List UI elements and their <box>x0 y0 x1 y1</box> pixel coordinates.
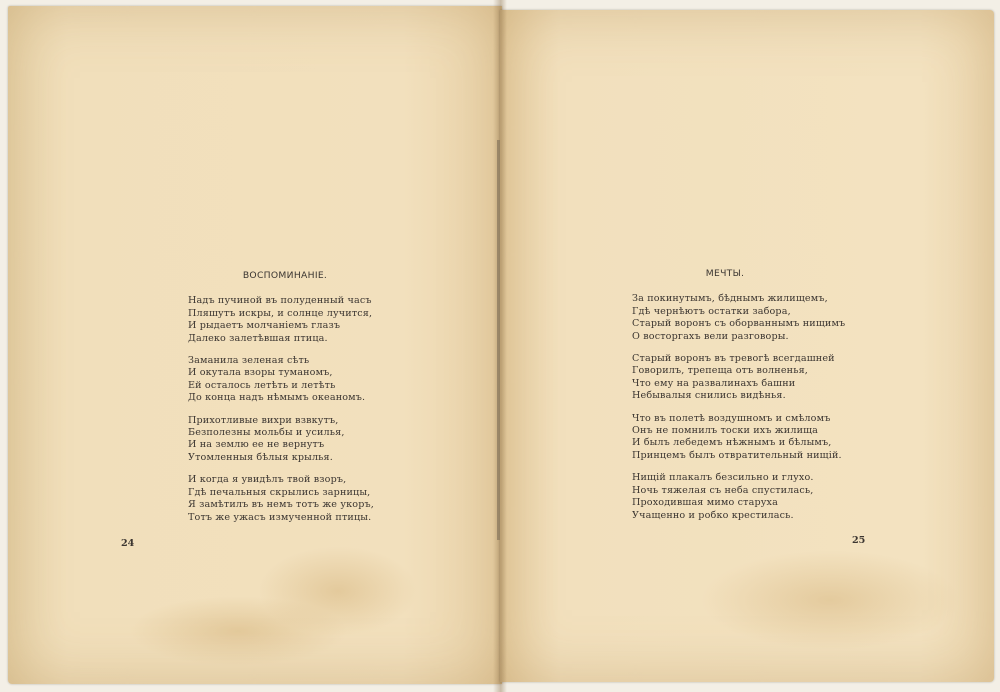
water-stain <box>128 596 348 666</box>
page-number: 25 <box>852 535 866 546</box>
poem-line: Старый воронъ въ тревогѣ всегдашней <box>632 353 835 365</box>
poem-line: Нищій плакалъ безсильно и глухо. <box>632 472 814 484</box>
poem-line: Безполезны мольбы и усилья, <box>188 427 345 439</box>
right-poem <box>632 268 846 532</box>
binding-stitch <box>497 140 500 540</box>
poem-line: Гдѣ печальныя скрылись зарницы, <box>188 486 371 498</box>
poem-line: Что ему на развалинахъ башни <box>632 377 796 389</box>
poem-line: До конца надъ нѣмымъ океаномъ. <box>188 392 366 404</box>
poem-line: Гдѣ чернѣютъ остатки забора, <box>632 305 791 317</box>
poem-line: И на землю ее не вернутъ <box>188 439 325 451</box>
stanza <box>188 295 378 345</box>
poem-line: Старый воронъ съ оборваннымъ нищимъ <box>632 318 846 330</box>
poem-line: И окутала взоры туманомъ, <box>188 367 333 379</box>
page-number: 24 <box>121 538 135 549</box>
water-stain <box>700 550 960 650</box>
poem-line: Проходившая мимо старуха <box>632 497 778 509</box>
poem-line: Утомленныя бѣлыя крылья. <box>188 451 333 463</box>
stanza <box>632 293 846 343</box>
poem-line: Тотъ же ужасъ измученной птицы. <box>188 511 372 523</box>
poem-line: Учащенно и робко крестилась. <box>632 509 794 521</box>
book-gutter <box>493 0 507 692</box>
poem-line: Прихотливые вихри взвкутъ, <box>188 414 339 426</box>
poem-line: Ночь тяжелая съ неба спустилась, <box>632 484 814 496</box>
poem-line: Небывалыя снились видѣнья. <box>632 390 786 402</box>
stanza <box>188 415 378 465</box>
poem-line: Надъ пучиной въ полуденный часъ <box>188 295 372 307</box>
poem-line: О восторгахъ вели разговоры. <box>632 330 789 342</box>
poem-line: Принцемъ былъ отвратительный нищій. <box>632 449 842 461</box>
poem-line: И рыдаетъ молчаніемъ глазъ <box>188 320 341 332</box>
poem-line: Пляшутъ искры, и солнце лучится, <box>188 307 373 319</box>
poem-line: Говорилъ, трепеща отъ волненья, <box>632 365 808 377</box>
poem-line: За покинутымъ, бѣднымъ жилищемъ, <box>632 293 828 305</box>
stanza <box>188 355 378 405</box>
poem-line: Ей осталось летѣть и летѣть <box>188 379 336 391</box>
stanza <box>632 353 835 403</box>
poem-title: МЕЧТЫ. <box>705 268 745 279</box>
poem-line: Заманила зеленая сѣть <box>188 355 310 367</box>
poem-line: Онъ не помнилъ тоски ихъ жилища <box>632 425 819 437</box>
stanza <box>632 412 842 463</box>
poem-title: ВОСПОМИНАНІЕ. <box>242 270 328 281</box>
poem-line: Далеко залетѣвшая птица. <box>188 332 328 344</box>
left-poem <box>188 270 378 534</box>
poem-line: Я замѣтилъ въ немъ тотъ же укоръ, <box>188 499 374 511</box>
stanza <box>632 472 822 522</box>
poem-line: И былъ лебедемъ нѣжнымъ и бѣлымъ, <box>632 437 832 449</box>
poem-line: Что въ полетѣ воздушномъ и смѣломъ <box>632 412 831 424</box>
poem-line: И когда я увидѣлъ твой взоръ, <box>188 474 347 486</box>
stanza <box>188 474 378 524</box>
